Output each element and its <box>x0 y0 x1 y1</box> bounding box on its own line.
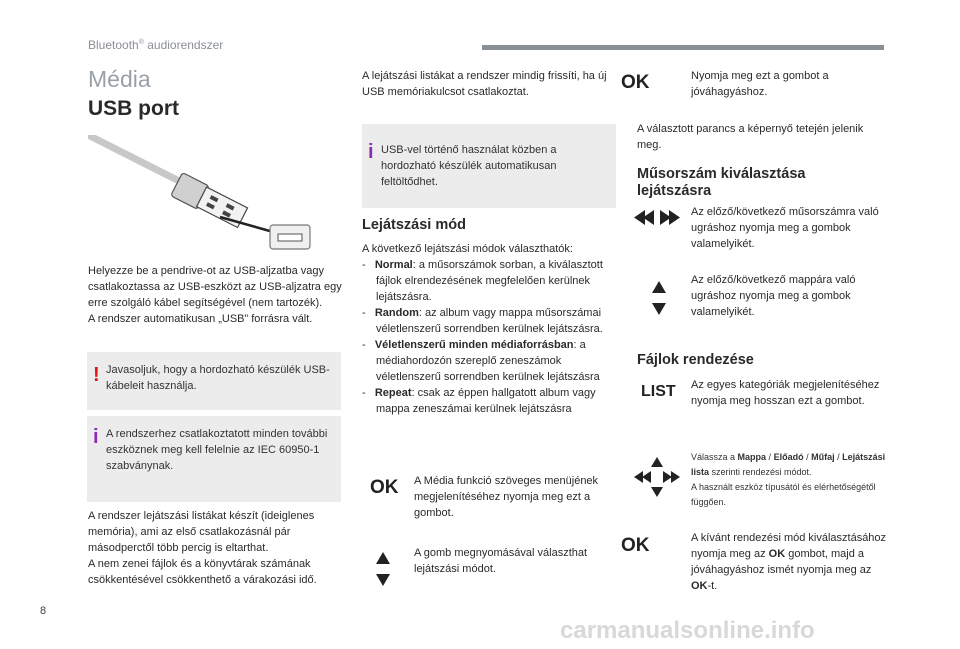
mode-item: - Random: az album vagy mappa műsorszámai véletlenszerű sorrendben kerülnek lejátszásra. <box>362 307 603 335</box>
playback-mode-list: A következő lejátszási módok választhatók: - Normal: a műsorszámok sorban, a kiválasztott fájlok elrendezésének megfelelően kerülnek lejátszásra. - Random: az album vagy mappa műsorszámai véletlenszerű sorrendben kerülnek lejátszásra. - Véletlenszerű minden médiaforrásban: a médiahordozón szereplő zeneszámok véletlenszerű sorrendben kerülnek lejátszásra - Repeat: csak az éppen hallgatott album vagy mappa zeneszámai kerülnek lejátszásra <box>362 241 618 417</box>
usb-socket-slot <box>278 234 302 241</box>
charging-info-box: i USB-vel történő használat közben a hordozható készülék automatikusan feltöltődhet. <box>362 124 616 208</box>
usb-plug-illustration <box>88 135 318 255</box>
playback-mode-heading: Lejátszási mód <box>362 217 466 233</box>
ok-media-menu-text: A Média funkció szöveges menüjének megjelenítéséhez nyomja meg ezt a gombot. <box>414 475 599 519</box>
info-i-icon: i <box>368 141 374 163</box>
four-way-arrows-icon <box>634 457 680 497</box>
playlist-refresh-text: A lejátszási listákat a rendszer mindig frissíti, ha új USB memóriakulcsot csatlakoztat. <box>362 70 607 98</box>
prev-next-folder-text: Az előző/következő mappára való ugráshoz nyomja meg a gombok valamelyikét. <box>691 274 856 318</box>
info-box: i A rendszerhez csatlakoztatott minden további eszköznek meg kell felelnie az IEC 60950-1 szabványnak. <box>87 416 341 502</box>
usb-port-heading: USB port <box>88 97 179 120</box>
ok-button-icon: OK <box>621 535 650 556</box>
list-button-icon: LIST <box>641 383 676 400</box>
prev-next-arrows-icon <box>634 210 680 225</box>
warning-exclamation-icon: ! <box>93 364 100 386</box>
up-down-arrows-icon <box>376 552 390 586</box>
warning-box: ! Javasoljuk, hogy a hordozható készülék USB-kábeleit használja. <box>87 352 341 410</box>
list-button-text: Az egyes kategóriák megjelenítéséhez nyomja meg hosszan ezt a gombot. <box>691 379 880 407</box>
usb-intro-paragraph: Helyezze be a pendrive-ot az USB-aljzatba vagy csatlakoztassa az USB-eszközt az USB-aljzatra egy erre szolgáló kábel segítségével (nem tartozék). A rendszer automatikusan „USB” forrásra vált. <box>88 265 342 325</box>
confirm-sort-text: A kívánt rendezési mód kiválasztásához nyomja meg az OK gombot, majd a jóváhagyáshoz ismét nyomja meg az OK-t. <box>691 532 887 592</box>
playlist-paragraph: A rendszer lejátszási listákat készít (ideiglenes memória), ami az első csatlakozásnál pár másodperctől több percig is eltarthat. A nem zenei fájlok és a könyvtárak számának csökkentésével csökkenthető a várakozási idő. <box>88 510 317 586</box>
prev-next-track-text: Az előző/következő műsorszámra való ugráshoz nyomja meg a gombok valamelyikét. <box>691 206 879 250</box>
page-number: 8 <box>40 605 47 617</box>
ok-button-icon: OK <box>370 477 399 498</box>
ok-button-icon: OK <box>621 72 650 93</box>
mode-item: - Normal: a műsorszámok sorban, a kiválasztott fájlok elrendezésének megfelelően kerülnek lejátszásra. <box>362 259 603 303</box>
mode-item: - Véletlenszerű minden médiaforrásban: a médiahordozón szereplő zeneszámok véletlenszerű sorrendben kerülnek lejátszásra <box>362 339 600 383</box>
running-header: Bluetooth® audiorendszer <box>88 38 224 52</box>
sort-mode-text: Válassza a Mappa / Előadó / Műfaj / Lejátszási lista szerinti rendezési módot. A használt eszköz típusától és elérhetőségétől függően. <box>691 452 886 507</box>
mode-item: - Repeat: csak az éppen hallgatott album vagy mappa zeneszámai kerülnek lejátszásra <box>362 387 596 415</box>
usb-cable <box>88 135 183 183</box>
section-title-media: Média <box>88 66 151 92</box>
watermark: carmanualsonline.info <box>560 617 815 644</box>
ok-confirm-text: Nyomja meg ezt a gombot a jóváhagyáshoz. <box>691 70 829 98</box>
track-select-heading: Műsorszám kiválasztása lejátszásra <box>637 166 806 199</box>
header-divider <box>482 45 884 50</box>
up-down-arrows-icon <box>652 281 666 315</box>
file-sort-heading: Fájlok rendezése <box>637 352 754 368</box>
chosen-command-text: A választott parancs a képernyő tetején jelenik meg. <box>637 123 864 151</box>
mode-select-text: A gomb megnyomásával választhat lejátszási módot. <box>414 547 588 575</box>
info-i-icon: i <box>93 426 99 448</box>
